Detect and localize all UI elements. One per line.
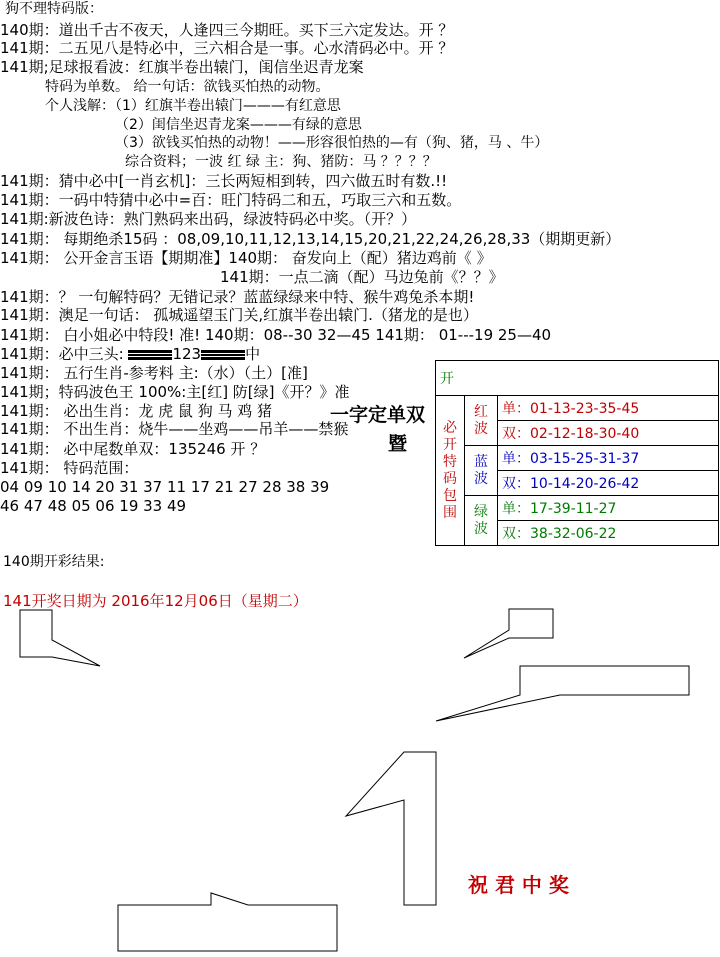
must-open-label: 必 开 特 码 包 围 [436, 396, 465, 546]
text-line-10: 141期:新波色诗：熟门熟码来出码，绿波特码必中奖。（开？） [0, 210, 417, 228]
green-odd-row: 单：17-39-11-27 [498, 496, 719, 521]
text-line-9: 141期：一码中特猜中必中=百：旺门特码二和五，巧取三六和五数。 [0, 191, 462, 209]
text-line-15: 141期：澳足一句话： 孤城遥望玉门关,红旗半卷出辕门.（猪龙的是也） [0, 306, 478, 324]
callout-box-3 [436, 666, 689, 721]
text-line-23: 141期： 特码范围： [0, 459, 139, 477]
blue-wave-label: 蓝 波 [465, 446, 498, 496]
callout-box-1 [20, 610, 100, 666]
text-line-22: 141期： 必中尾数单双：135246 开 ？ [0, 440, 266, 458]
text-line-2: 141期;足球报看波：红旗半卷出辕门，闺信坐迟青龙案 [0, 58, 364, 76]
text-line-1: 141期：二五见八是特必中，三六相合是一事。心水清码必中。开 ？ [0, 39, 454, 57]
triple-head-suffix: 中 [245, 345, 261, 363]
text-line-5: （2）闺信坐迟青龙案———有绿的意思 [115, 117, 362, 133]
callout-box-2 [464, 609, 553, 658]
range-row-2: 46 47 48 05 06 19 33 49 [0, 497, 187, 515]
yizi-answer: 暨 [388, 433, 408, 455]
text-line-13: 141期：一点二滴（配）马边兔前《？？》 [220, 268, 504, 286]
text-line-4: 个人浅解：（1）红旗半卷出辕门———有红意思 [45, 98, 341, 114]
green-wave-label: 绿 波 [465, 496, 498, 546]
text-line-0: 140期：道出千古不夜天，人逢四三今期旺。买下三六定发达。开 ？ [0, 21, 454, 39]
draw-date: 141开奖日期为 2016年12月06日（星期二） [3, 592, 308, 610]
text-line-19: 141期；特码波色王 100%:主[红] 防[绿]《开？》准 [0, 383, 350, 401]
text-line-11: 141期： 每期绝杀15码 ：08,09,10,11,12,13,14,15,20,21,22,24,26,28,33（期期更新） [0, 230, 621, 248]
text-line-3: 特码为单数。 给一句话：欲钱买怕热的动物。 [45, 79, 330, 95]
green-even-row: 双：38-32-06-22 [498, 521, 719, 546]
range-row-1: 04 09 10 14 20 31 37 11 17 21 27 28 38 39 [0, 478, 330, 496]
text-line-16: 141期： 白小姐必中特段! 准! 140期：08--30 32—45 141期： 01---19 25—40 [0, 326, 552, 344]
result-title: 140期开彩结果: [3, 554, 105, 570]
red-even-row: 双：02-12-18-30-40 [498, 421, 719, 446]
blessing: 祝 君 中 奖 [468, 873, 569, 897]
text-line-7: 综合资料；一波 红 绿 主：狗、猪防：马 ？？？？ [125, 154, 437, 170]
triple-head-value: 123 [172, 345, 202, 363]
triple-head-label: 141期：必中三头: [0, 345, 124, 363]
digit-one-shape [346, 752, 436, 905]
red-wave-label: 红 波 [465, 396, 498, 446]
text-line-14: 141期：？ 一句解特码？无错记录？蓝蓝绿绿来中特、猴牛鸡兔杀本期! [0, 288, 475, 306]
blue-even-row: 双：10-14-20-26-42 [498, 471, 719, 496]
text-line-20: 141期： 必出生肖：龙 虎 鼠 狗 马 鸡 猪 [0, 402, 273, 420]
blue-odd-row: 单：03-15-25-31-37 [498, 446, 719, 471]
wave-table-header: 开 [436, 361, 719, 396]
text-line-12: 141期： 公开金言玉语【期期准】140期： 奋发向上（配）猪边鸡前《 》 [0, 249, 492, 267]
callout-box-4 [118, 893, 337, 951]
text-line-18: 141期： 五行生肖-参考料 主:（水）（土）[准] [0, 364, 308, 382]
page-title: 狗不理特码版： [5, 1, 103, 17]
yizi-title: 一字定单双 [330, 404, 426, 426]
red-odd-row: 单：01-13-23-35-45 [498, 396, 719, 421]
text-line-6: （3）欲钱买怕热的动物！——形容很怕热的—有（狗、猪，马 、牛） [115, 135, 549, 151]
text-line-21: 141期： 不出生肖：烧牛——坐鸡——吊羊——禁猴 [0, 420, 349, 438]
text-line-8: 141期：猜中必中[一肖玄机]：三长两短相到转，四六做五时有数.!! [0, 172, 448, 190]
